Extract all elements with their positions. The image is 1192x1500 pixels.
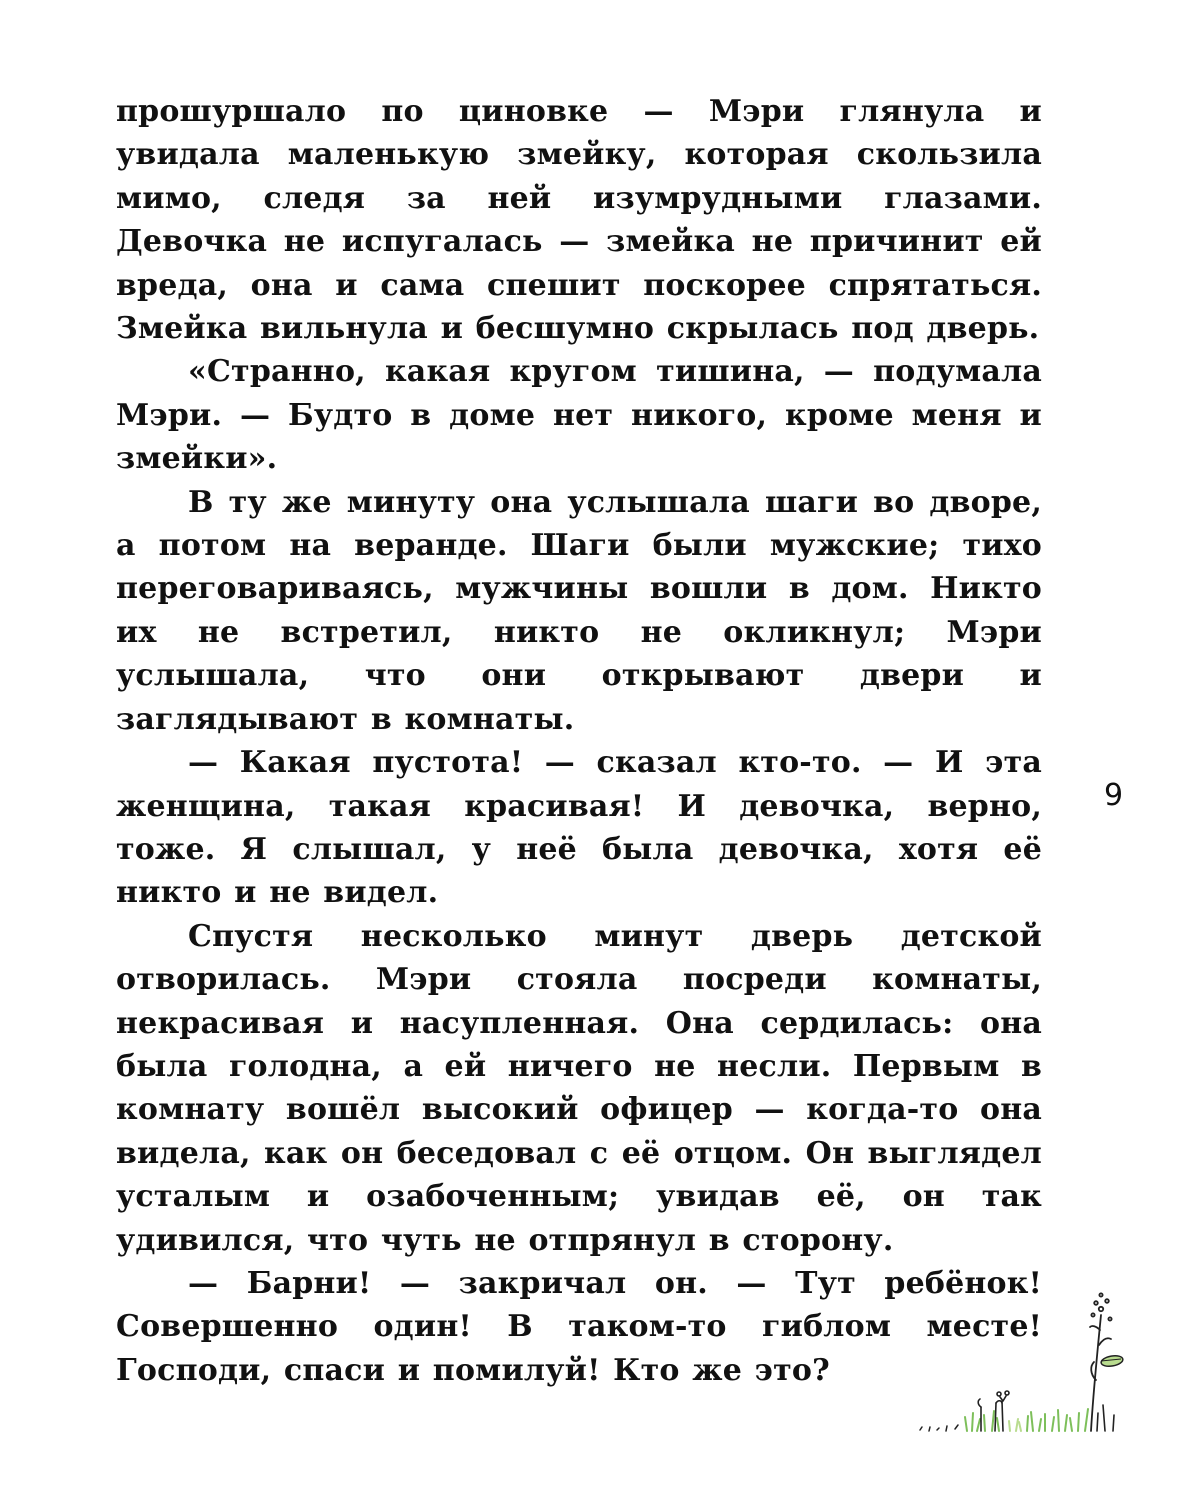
paragraph-2: «Странно, какая кругом тишина, — подумала Мэри. — Будто в доме нет никого, кроме меня и змейки». [116,354,1042,477]
paragraph-3: В ту же минуту она услышала шаги во дворе, а потом на веранде. Шаги были мужские; тихо переговариваясь, мужчины вошли в дом. Никто их не встретил, никто не окликнул; Мэри услышала, что они открывают двери и заглядывают в комнаты. [116,484,1042,737]
paragraph-5: Спустя несколько минут дверь детской отворилась. Мэри стояла посреди комнаты, некрасивая и насупленная. Она сердилась: она была голодна, а ей ничего не несли. Первым в комнату вошёл высокий офицер — когда-то она видела, как он беседовал с её отцом. Он выглядел усталым и озабоченным; увидав её, он так удивился, что чуть не отпрянул в сторону. [116,918,1042,1258]
paragraph-4: — Какая пустота! — сказал кто-то. — И эта женщина, такая красивая! И девочка, верно, тоже. Я слышал, у неё была девочка, хотя её никто и не видел. [116,745,1042,911]
page-text-block [116,90,1042,1392]
paragraph-1: прошуршало по циновке — Мэри глянула и увидала маленькую змейку, которая скользила мимо, следя за ней изумрудными глазами. Девочка не испугалась — змейка не причинит ей вреда, она и сама спешит поскорее спрятаться. Змейка вильнула и бесшумно скрылась под дверь. [116,94,1042,347]
page-number: 9 [1104,778,1124,813]
grass-illustration [915,1285,1140,1445]
paragraph-6: — Барни! — закричал он. — Тут ребёнок! Совершенно один! В таком-то гиблом месте! Господи, спаси и помилуй! Кто же это? [116,1265,1042,1388]
